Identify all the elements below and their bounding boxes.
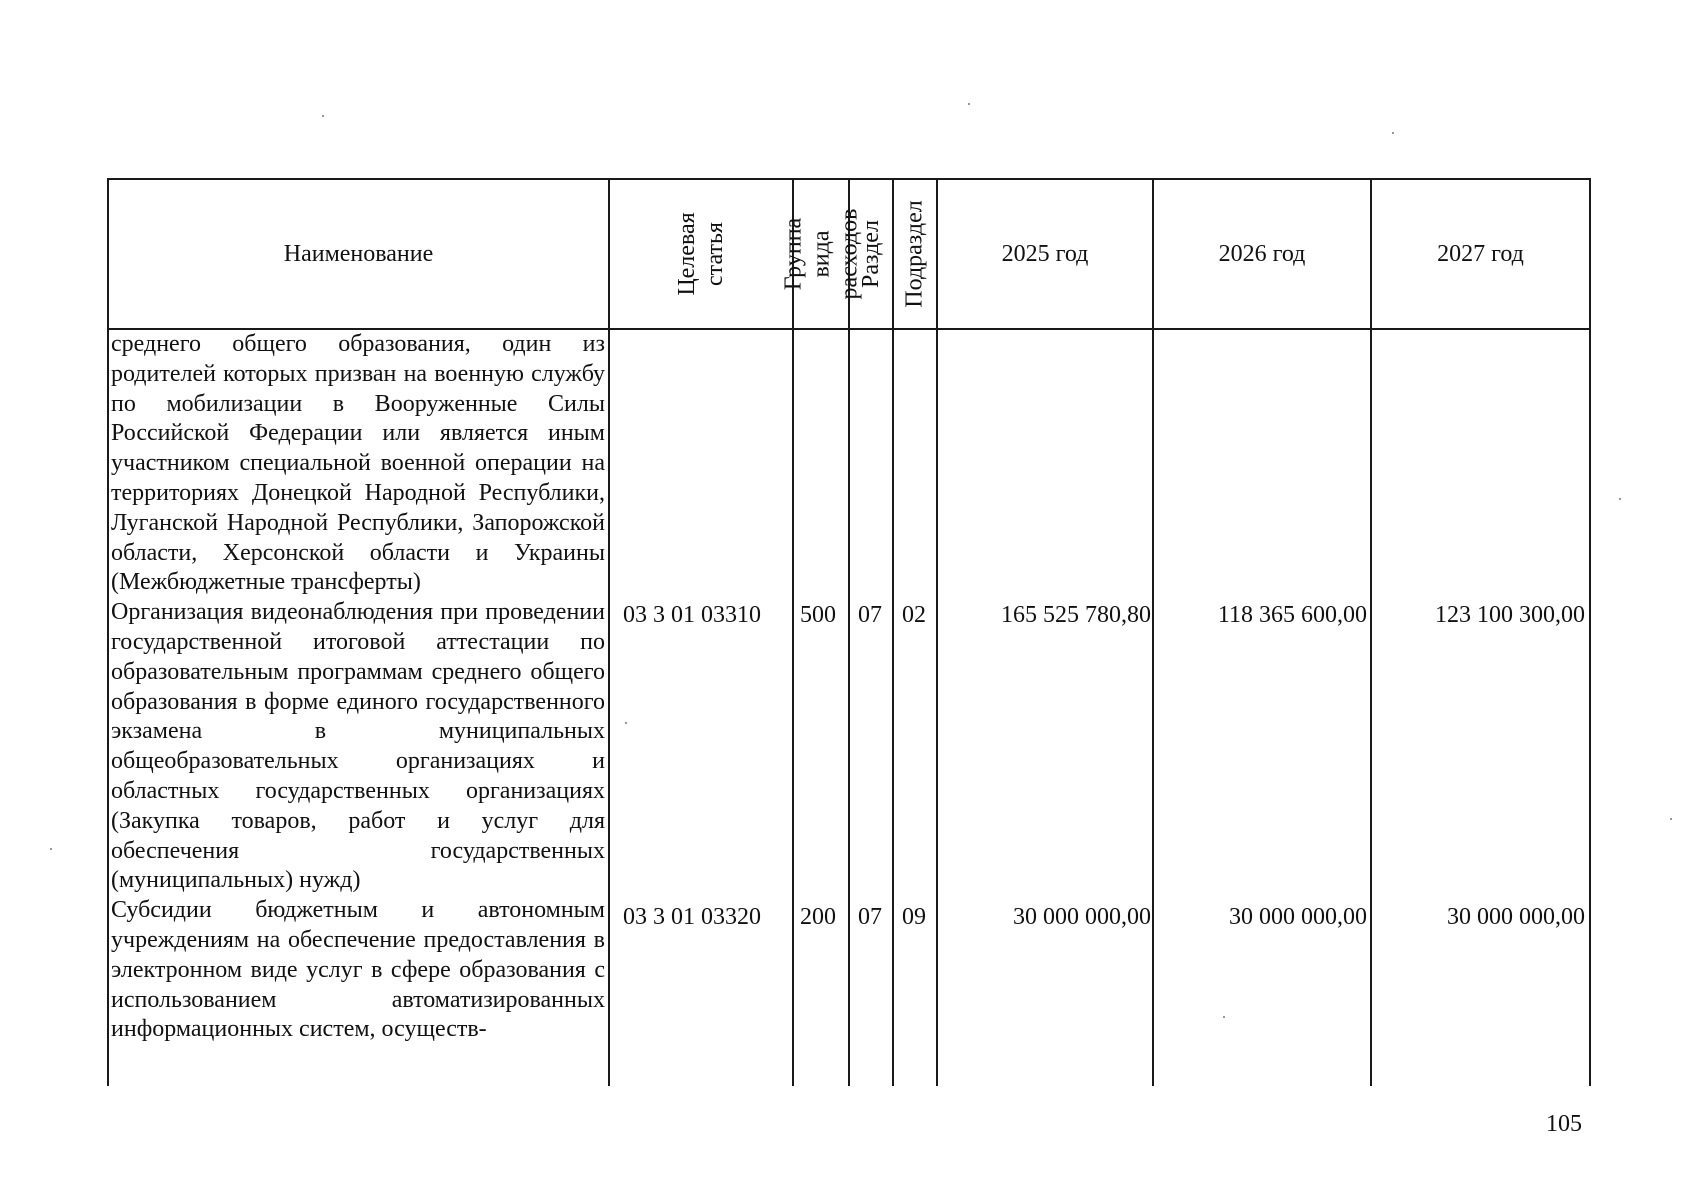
row-1-target-article: 03 3 01 03310: [623, 602, 761, 628]
header-target-article: Целевая статья: [674, 212, 728, 296]
row-2-amount-2025: 30 000 000,00: [1013, 904, 1151, 930]
row-1-amount-2026: 118 365 600,00: [1217, 602, 1367, 628]
row-2-subsection: 09: [902, 904, 926, 930]
name-column: [111, 330, 605, 1045]
scan-speck: [1223, 1016, 1225, 1018]
row-3-name: Субсидии бюджетным и автономным учреждениям на обеспечение предоставления в электронном виде услуг в сфере образования с использованием автоматизированных информационных систем, осуществ-: [111, 897, 605, 1043]
header-section: Раздел: [858, 220, 885, 288]
scan-speck: [968, 103, 970, 105]
row-1-subsection: 02: [902, 602, 926, 628]
row-1-section: 07: [858, 602, 882, 628]
scan-speck: [1670, 818, 1672, 820]
header-name: Наименование: [283, 241, 434, 267]
row-2-target-article: 03 3 01 03320: [623, 904, 761, 930]
page-number: 105: [1546, 1111, 1582, 1137]
table-border-right: [1589, 178, 1591, 1086]
row-2-name: Организация видеонаблюдения при проведении государственной итоговой аттестации по образовательным программам среднего общего образования в форме единого государственного экзамена в муниципальных общеобразовательных организациях и областных государственных организациях (Закупка товаров, работ и услуг для обеспечения государственных (муниципальных) нужд): [111, 599, 605, 894]
scan-speck: [322, 115, 324, 117]
header-year-2025: 2025 год: [1001, 241, 1089, 267]
row-2-amount-2026: 30 000 000,00: [1229, 904, 1367, 930]
scan-speck: [1619, 498, 1621, 500]
row-1-amount-2027: 123 100 300,00: [1435, 602, 1585, 628]
row-1-name: среднего общего образования, один из родителей которых призван на военную службу по мобилизации в Вооруженные Силы Российской Федерации или является иным участником специальной военной операции на территориях Донецкой Народной Республики, Луганской Народной Республики, Запорожской области, Херсонской области и Украины (Межбюджетные трансферты): [111, 331, 605, 596]
header-subsection: Подраздел: [902, 200, 929, 308]
row-1-amount-2025: 165 525 780,80: [1001, 602, 1151, 628]
row-2-expense-group: 200: [800, 904, 836, 930]
scan-speck: [1392, 132, 1394, 134]
header-year-2027: 2027 год: [1437, 241, 1524, 267]
header-expense-group: Группа вида расходов: [780, 208, 863, 300]
header-year-2026: 2026 год: [1218, 241, 1306, 267]
budget-table: [107, 178, 1591, 1086]
scan-speck: [50, 848, 52, 850]
row-2-amount-2027: 30 000 000,00: [1447, 904, 1585, 930]
row-2-section: 07: [858, 904, 882, 930]
scan-speck: [625, 722, 627, 724]
row-1-expense-group: 500: [800, 602, 836, 628]
